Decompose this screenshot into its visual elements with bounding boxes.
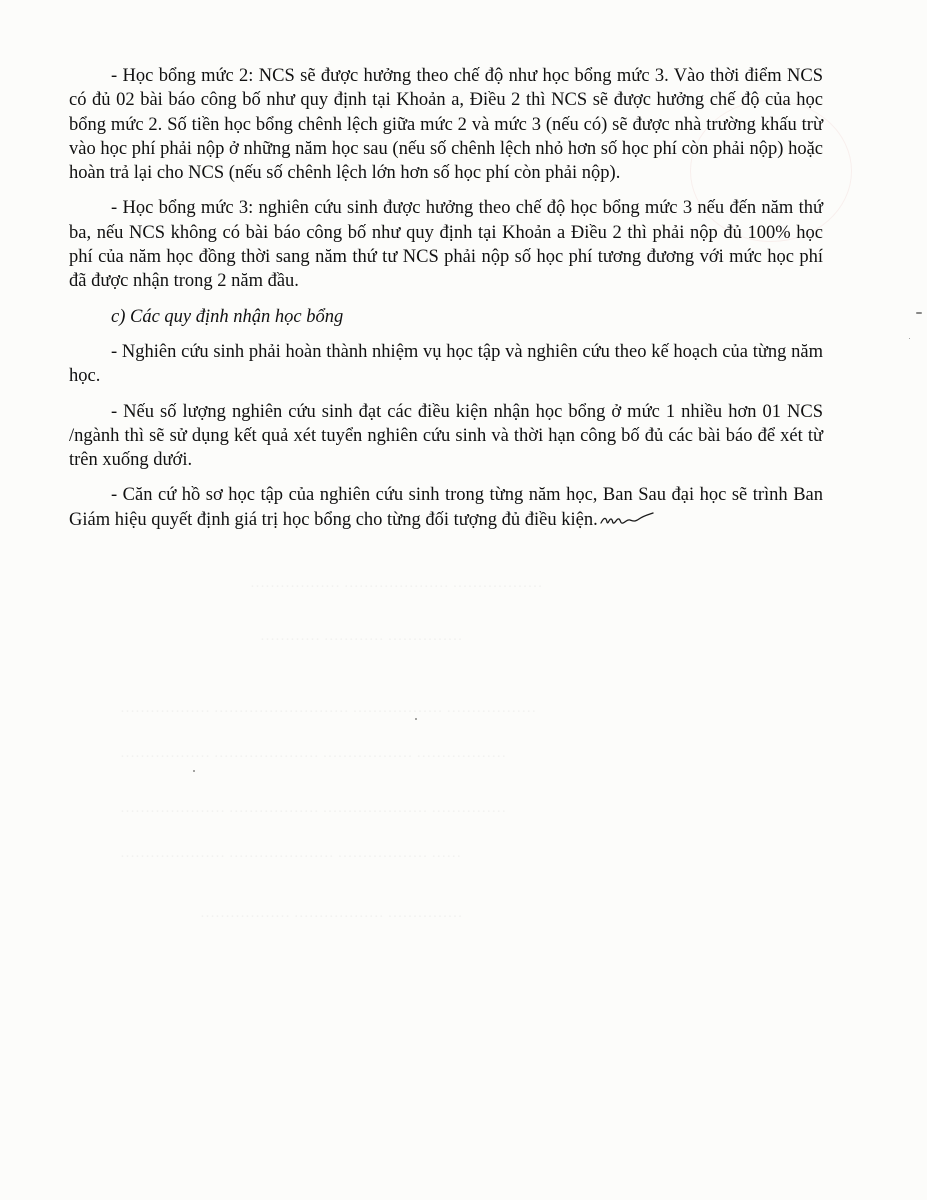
decision-paragraph-text: - Căn cứ hồ sơ học tập của nghiên cứu sinh trong từng năm học, Ban Sau đại học sẽ trình Ban Giám hiệu quyết định giá trị học bổng cho từng đối tượng đủ điều kiện. [69,485,823,530]
show-through-line: ………… ………… …………… [260,628,463,644]
show-through-line: ……………… ……………… …………… [200,905,463,921]
scan-speck [193,770,195,772]
show-through-line: ……………… ………………… ……………… [250,575,543,591]
section-heading-scholarship-rules: c) Các quy định nhận học bổng [111,306,344,327]
scholarship-level-3-paragraph: - Học bổng mức 3: nghiên cứu sinh được hưởng theo chế độ học bổng mức 3 nếu đến năm thứ ba, nếu NCS không có bài báo công bố như quy định tại Khoản a Điều 2 thì phải nộp đủ 100% học phí của năm học đồng thời sang năm thứ tư NCS phải nộp số học phí tương đương với mức học phí đã được nhận trong 2 năm đầu. [69,198,823,292]
decision-paragraph [69,483,823,532]
show-through-line: ……………… ……………………… ……………… ……………… [120,700,537,716]
scan-speck [916,312,922,314]
scholarship-level-2-paragraph: - Học bổng mức 2: NCS sẽ được hưởng theo chế độ như học bổng mức 3. Vào thời điểm NCS có đủ 02 bài báo công bố như quy định tại Khoản a, Điều 2 thì NCS sẽ được hưởng chế độ của học bổng mức 2. Số tiền học bổng chênh lệch giữa mức 2 và mức 3 (nếu có) sẽ được nhà trường khấu trừ vào học phí phải nộp ở những năm học sau (nếu số chênh lệch nhỏ hơn số học phí còn phải nộp) hoặc hoàn trả lại cho NCS (nếu số chênh lệch lớn hơn số học phí còn phải nộp). [69,66,823,184]
show-through-line: ……………… ………………… ……………… ……………… [120,745,507,761]
document-body [69,64,823,543]
initials-signature-icon [599,510,655,528]
study-duty-paragraph: - Nghiên cứu sinh phải hoàn thành nhiệm vụ học tập và nghiên cứu theo kế hoạch của từng năm học. [69,341,823,387]
scan-speck [909,338,910,339]
scan-speck [415,718,417,720]
show-through-line: ………………… ……………… ………………… …………… [120,800,507,816]
show-through-line: ………………… ………………… ……………… …… [120,845,462,861]
ranking-rule-paragraph: - Nếu số lượng nghiên cứu sinh đạt các điều kiện nhận học bổng ở mức 1 nhiều hơn 01 NCS /ngành thì sẽ sử dụng kết quả xét tuyển nghiên cứu sinh và thời hạn công bố đủ các bài báo để xét từ trên xuống dưới. [69,401,823,471]
